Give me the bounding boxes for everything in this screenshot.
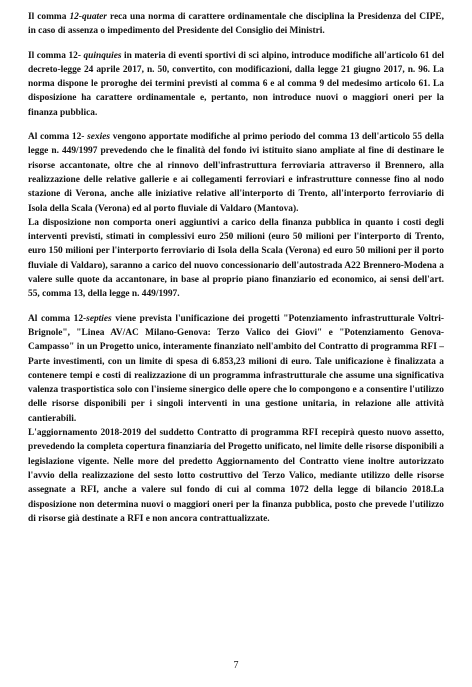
paragraph-lead: Al comma 12- [28,132,88,143]
paragraph-term: sexies [87,132,111,143]
paragraph-lead: Al comma 12- [28,313,87,324]
paragraph-text: vengono apportate modifiche al primo periodo del comma 13 dell'articolo 55 della legge n. 449/1997 prevedendo che le finalità del fondo ivi istituito siano ampliate al fine di destinare le risorse accantonate, oltre che al rinnovo dell'infrastruttura ferroviaria attraverso il Brennero, alla realizzazione delle relative gallerie e ai collegamenti ferroviari e infrastrutture connesse fino al nodo stazione di Verona, anche alle iniziative relative all'interporto di Trento, all'interporto ferroviario di Isola della Scala (Verona) ed al porto fluviale di Valdaro (Mantova). [28,132,444,214]
paragraph-lead: Il comma [28,12,70,22]
paragraph-term: quinquies [83,50,122,61]
paragraph-comma-12-septies [28,312,444,426]
paragraph-text: viene prevista l'unificazione dei progetti "Potenziamento infrastrutturale Voltri-Brignole", "Linea AV/AC Milano-Genova: Terzo Valico dei Giovi" e "Potenziamento Genova-Campasso" in un Progetto unico, interamente finanziato nell'ambito del Contratto di programma RFI – Parte investimenti, con un limite di spesa di 6.853,23 milioni di euro. Tale unificazione è finalizzata a contenere tempi e costi di realizzazione di un programma infrastrutturale che assume una significativa valenza trasportistica solo con l'insieme sinergico delle opere che lo compongono e a consentire l'utilizzo delle risorse disponibili per i singoli interventi in una gestione unitaria, in relazione alle attività cantierabili. [28,313,444,424]
paragraph-term: 12-quater [69,12,107,22]
paragraph-lead: Il comma 12- [28,50,84,61]
paragraph-oneri-sexies [28,216,444,302]
paragraph-text: L'aggiornamento 2018-2019 del suddetto Contratto di programma RFI recepirà questo nuovo assetto, prevedendo la completa copertura finanziaria del Progetto unificato, nel limite delle risorse disponibili a legislazione vigente. Nelle more del predetto Aggiornamento del Contratto viene inoltre autorizzato l'avvio della realizzazione del sesto lotto costruttivo del Terzo Valico, mediante utilizzo delle risorse assegnate a RFI, anche a valere sul fondo di cui al comma 1072 della legge di bilancio 2018.La disposizione non determina nuovi o maggiori oneri per la finanza pubblica, posto che prevede l'utilizzo di risorse già destinate a RFI e non ancora contrattualizzate. [28,428,444,524]
paragraph-text: La disposizione non comporta oneri aggiuntivi a carico della finanza pubblica in quanto i costi degli interventi previsti, stimati in complessivi euro 250 milioni (euro 50 milioni per l'interporto di Trento, euro 150 milioni per l'interporto ferroviario di Isola della Scala (Verona) ed euro 50 milioni per il porto fluviale di Valdaro), saranno a carico del nuovo concessionario dell'autostrada A22 Brennero-Modena a valere sulle quote da accantonare, in base al proprio piano finanziario ed economico, ai sensi dell'art. 55, comma 13, della legge n. 449/1997. [28,217,444,300]
paragraph-term: septies [86,313,112,324]
paragraph-comma-12-quinquies [28,49,444,120]
paragraph-aggiornamento [28,426,444,526]
page-number: 7 [233,660,239,671]
paragraph-text: in materia di eventi sportivi di sci alpino, introduce modifiche all'articolo 61 del decreto-legge 24 aprile 2017, n. 50, convertito, con modificazioni, dalla legge 21 giugno 2017, n. 96. La norma dispone le proroghe dei termini previsti al comma 6 e al comma 9 del medesimo articolo 61. La disposizione ha carattere ordinamentale e, pertanto, non introduce nuovi o maggiori oneri per la finanza pubblica. [28,50,444,118]
paragraph-text: reca una norma di carattere ordinamentale che disciplina la Presidenza del CIPE, in caso di assenza o impedimento del Presidente del Consiglio dei Ministri. [28,12,444,37]
paragraph-comma-12-quater [28,10,444,39]
paragraph-comma-12-sexies [28,130,444,216]
